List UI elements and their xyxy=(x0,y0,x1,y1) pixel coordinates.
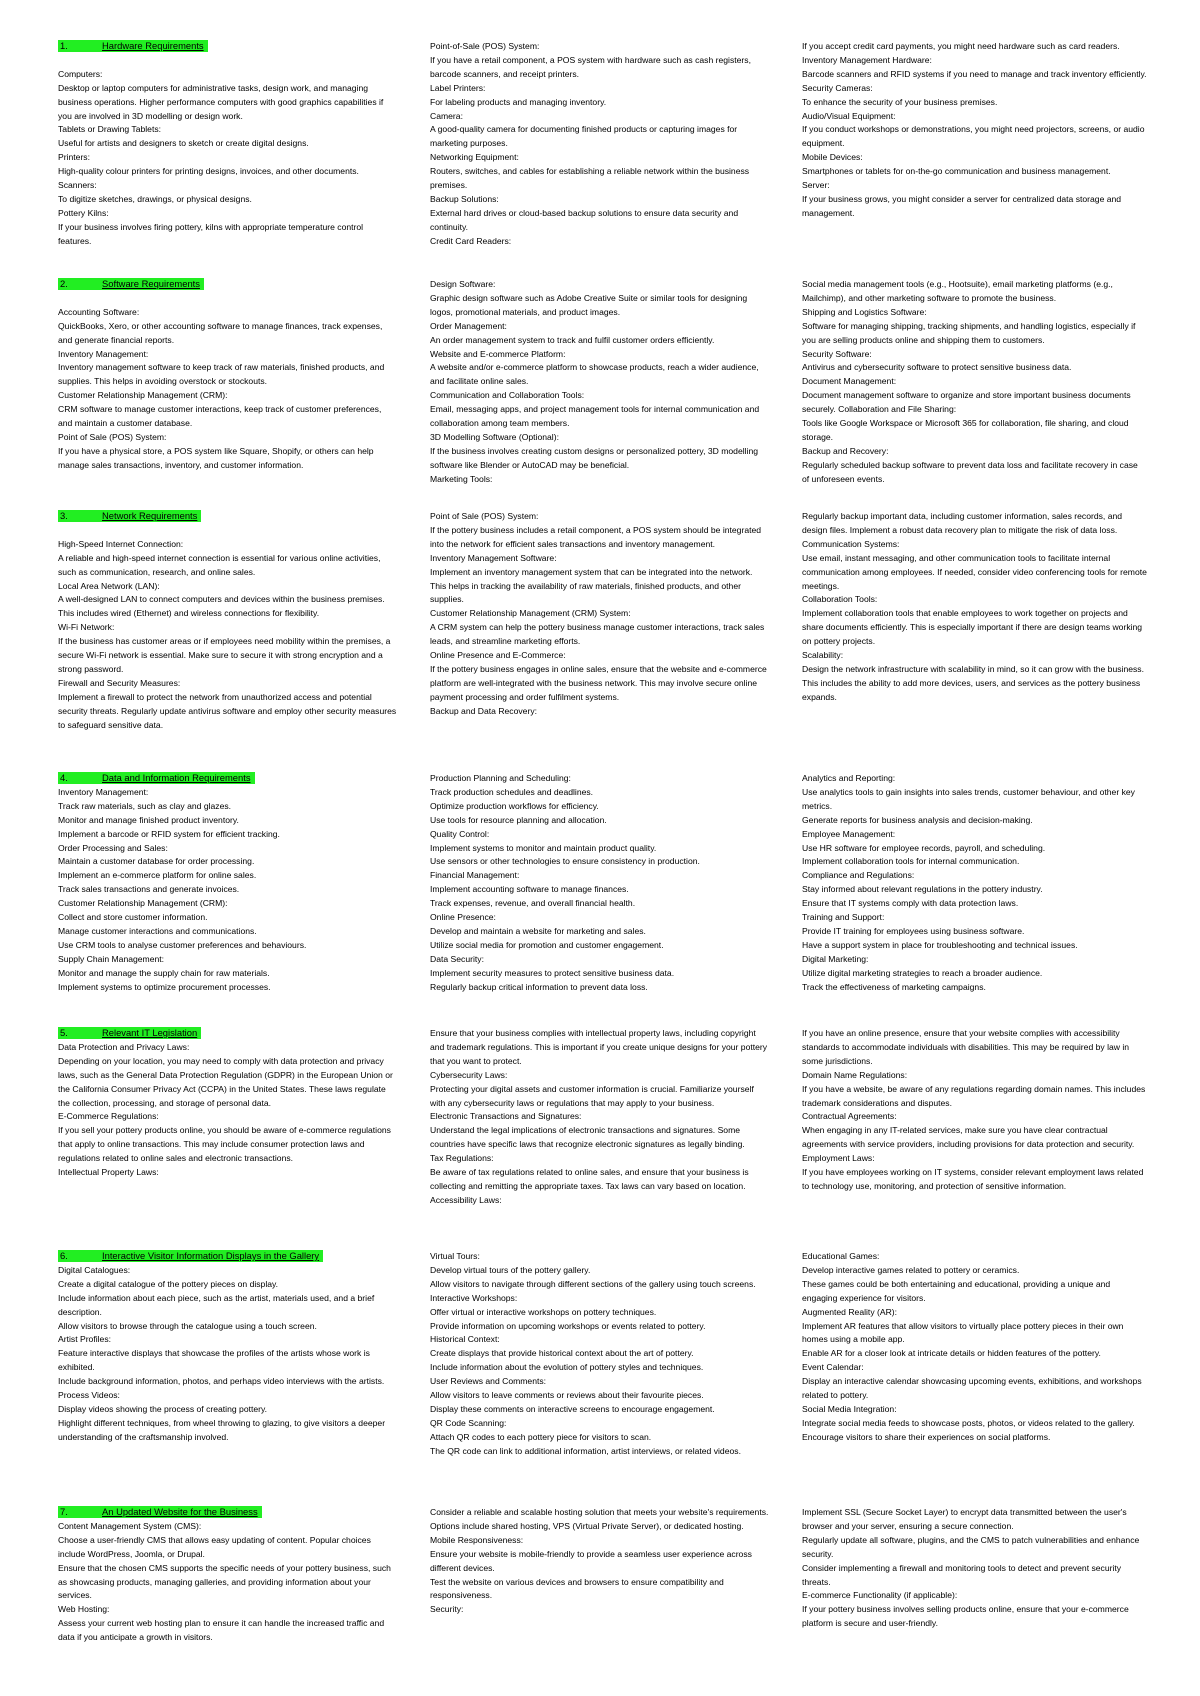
text-line: Customer Relationship Management (CRM) System: xyxy=(430,608,631,619)
text-line: Regularly backup critical information to prevent data loss. xyxy=(430,981,648,992)
text-line: Use CRM tools to analyse customer preferences and behaviours. xyxy=(58,939,307,950)
text-line: If you have a website, be aware of any regulations regarding domain names. This includes trademark considerations and disputes. xyxy=(802,1083,1146,1108)
text-line: A well-designed LAN to connect computers and devices within the business premises. This includes wired (Ethernet) and wireless connections for flexibility. xyxy=(58,594,385,619)
text-line: Be aware of tax regulations related to online sales, and ensure that your business is collecting and remitting the appropriate taxes. Tax laws can vary based on location. xyxy=(430,1167,749,1191)
text-line: Inventory Management: xyxy=(58,786,149,797)
text-line: External hard drives or cloud-based backup solutions to ensure data security and continuity. xyxy=(430,207,739,232)
text-line: These games could be both entertaining and educational, providing a unique and engaging experience for visitors. xyxy=(802,1278,1111,1303)
text-line: A website and/or e-commerce platform to showcase products, reach a wider audience, and facilitate online sales. xyxy=(430,362,759,387)
text-line: High-quality colour printers for printing designs, invoices, and other documents. xyxy=(58,166,359,177)
text-line: Wi-Fi Network: xyxy=(58,622,115,633)
text-line: Printers: xyxy=(58,152,90,163)
text-line: Inventory Management Software: xyxy=(430,552,557,563)
text-line: QR Code Scanning: xyxy=(430,1417,507,1428)
text-line: Quality Control: xyxy=(430,828,490,839)
section-title: Software Requirements xyxy=(102,278,200,289)
text-line: Process Videos: xyxy=(58,1390,120,1401)
text-line: Scanners: xyxy=(58,180,97,191)
text-line: Order Management: xyxy=(430,320,507,331)
text-line: Server: xyxy=(802,180,830,191)
text-line: Historical Context: xyxy=(430,1334,500,1345)
text-line: Utilize digital marketing strategies to reach a broader audience. xyxy=(802,967,1043,978)
text-line: Useful for artists and designers to sketch or create digital designs. xyxy=(58,138,309,149)
text-line: Provide IT training for employees using business software. xyxy=(802,925,1025,936)
text-line: Implement security measures to protect sensitive business data. xyxy=(430,967,675,978)
text-line: 3D Modelling Software (Optional): xyxy=(430,431,559,442)
text-line: Consider a reliable and scalable hosting solution that meets your website's requirements. Options include shared hosting, VPS (Virtual Private Server), or dedicated hosting. xyxy=(430,1507,769,1531)
section-number: 4. xyxy=(60,772,68,783)
text-line: Point of Sale (POS) System: xyxy=(58,431,167,442)
text-line: For labeling products and managing inventory. xyxy=(430,96,607,107)
section-number: 7. xyxy=(60,1506,68,1517)
text-line: Manage customer interactions and communications. xyxy=(58,925,257,936)
text-line: Marketing Tools: xyxy=(430,473,493,484)
text-line: Design Software: xyxy=(430,279,496,289)
text-line: Educational Games: xyxy=(802,1251,880,1261)
text-line: Networking Equipment: xyxy=(430,152,519,163)
text-line: If you have a physical store, a POS system like Square, Shopify, or others can help manage sales transactions, inventory, and customer information. xyxy=(58,445,374,470)
text-line: Ensure that the chosen CMS supports the specific needs of your pottery business, such as showcasing products, managing galleries, and providing information about your services. xyxy=(58,1562,391,1601)
text-line: Camera: xyxy=(430,110,463,121)
section-column-1 xyxy=(58,1027,398,1180)
text-line: Integrate social media feeds to showcase posts, photos, or videos related to the gallery. xyxy=(802,1417,1135,1428)
text-line: If you conduct workshops or demonstrations, you might need projectors, screens, or audio equipment. xyxy=(802,124,1145,149)
section-column-1 xyxy=(58,772,398,995)
text-line: Social media management tools (e.g., Hootsuite), email marketing platforms (e.g., Mailchimp), and other marketing software to promote the business. xyxy=(802,279,1113,303)
text-line: Develop virtual tours of the pottery gallery. xyxy=(430,1264,591,1275)
text-line: Backup and Data Recovery: xyxy=(430,705,538,716)
text-line: Monitor and manage the supply chain for raw materials. xyxy=(58,967,270,978)
text-line: Track expenses, revenue, and overall financial health. xyxy=(430,898,636,909)
text-line: Inventory Management: xyxy=(58,348,149,359)
text-line: Implement a firewall to protect the network from unauthorized access and potential security threats. Regularly update antivirus software and employ other security measures to safeguard sensitive data. xyxy=(58,691,397,730)
text-line: Ensure that your business complies with intellectual property laws, including copyright and trademark regulations. This is important if you create unique designs for your pottery that you want to protect. xyxy=(430,1028,768,1066)
section-column-3 xyxy=(802,510,1147,705)
text-line: A good-quality camera for documenting finished products or capturing images for marketing purposes. xyxy=(430,124,738,149)
text-line: Stay informed about relevant regulations in the pottery industry. xyxy=(802,884,1043,895)
text-line: Computers: xyxy=(58,68,103,79)
text-line: Domain Name Regulations: xyxy=(802,1069,908,1080)
text-line: E-commerce Functionality (if applicable): xyxy=(802,1590,958,1601)
section-column-1 xyxy=(58,1506,398,1645)
text-line: A reliable and high-speed internet connection is essential for various online activities, such as communication, research, and online sales. xyxy=(58,552,381,577)
text-line: Implement AR features that allow visitors to virtually place pottery pieces in their own homes using a mobile app. xyxy=(802,1320,1124,1345)
text-line: Employment Laws: xyxy=(802,1153,875,1164)
text-line: Track sales transactions and generate invoices. xyxy=(58,884,240,895)
text-line: If the pottery business includes a retail component, a POS system should be integrated into the network for efficient sales transactions and inventory management. xyxy=(430,524,762,549)
text-line: Digital Marketing: xyxy=(802,953,869,964)
text-line: Routers, switches, and cables for establishing a reliable network within the business premises. xyxy=(430,166,750,191)
text-line: Attach QR codes to each pottery piece for visitors to scan. xyxy=(430,1431,652,1442)
text-line: Track the effectiveness of marketing campaigns. xyxy=(802,981,986,992)
section-column-3 xyxy=(802,772,1147,995)
text-line: Utilize social media for promotion and customer engagement. xyxy=(430,939,664,950)
text-line: Antivirus and cybersecurity software to protect sensitive business data. xyxy=(802,362,1072,373)
text-line: If the business has customer areas or if employees need mobility within the premises, a secure Wi-Fi network is essential. Make sure to secure it with strong encryption and a strong password. xyxy=(58,636,391,674)
text-line: Security Software: xyxy=(802,348,872,359)
text-line: Allow visitors to navigate through different sections of the gallery using touch screens. xyxy=(430,1278,756,1289)
section-title: Relevant IT Legislation xyxy=(102,1027,198,1038)
section-column-2 xyxy=(430,510,770,719)
text-line: Track production schedules and deadlines. xyxy=(430,786,594,797)
text-line: Display videos showing the process of creating pottery. xyxy=(58,1403,268,1414)
section-column-2 xyxy=(430,1027,770,1208)
text-line: Collect and store customer information. xyxy=(58,912,208,923)
text-line: Inventory management software to keep track of raw materials, finished products, and supplies. This helps in avoiding overstock or stockouts. xyxy=(58,362,385,387)
text-line: QuickBooks, Xero, or other accounting software to manage finances, track expenses, and generate financial reports. xyxy=(58,320,383,345)
text-line: Monitor and manage finished product inventory. xyxy=(58,814,239,825)
text-line: Generate reports for business analysis and decision-making. xyxy=(802,814,1033,825)
text-line: Collaboration Tools: xyxy=(802,594,878,605)
section-column-2 xyxy=(430,1250,770,1459)
text-line: Encourage visitors to share their experiences on social platforms. xyxy=(802,1431,1051,1442)
text-line: Display these comments on interactive screens to encourage engagement. xyxy=(430,1403,715,1414)
text-line: Accessibility Laws: xyxy=(430,1194,502,1205)
text-line: Data Protection and Privacy Laws: xyxy=(58,1041,190,1052)
text-line: Label Printers: xyxy=(430,82,486,93)
section-column-3 xyxy=(802,40,1147,221)
text-line: Mobile Devices: xyxy=(802,152,863,163)
section-heading xyxy=(58,772,255,784)
text-line: Local Area Network (LAN): xyxy=(58,580,160,591)
text-line: If you have employees working on IT systems, consider relevant employment laws related to technology use, monitoring, and protection of sensitive information. xyxy=(802,1167,1144,1191)
text-line: Customer Relationship Management (CRM): xyxy=(58,390,228,401)
text-line: Implement collaboration tools that enable employees to work together on projects and share documents efficiently. This is especially important if there are design teams working on pottery projects. xyxy=(802,608,1143,647)
text-line: Depending on your location, you may need to comply with data protection and privacy laws, such as the General Data Protection Regulation (GDPR) in the European Union or the California Consumer Privacy Act (CCPA) in the United States. These laws regulate the collection, processing, and storage of personal data. xyxy=(58,1055,393,1108)
text-line: Software for managing shipping, tracking shipments, and handling logistics, especially if you are selling products online and shipping them to customers. xyxy=(802,320,1136,345)
text-line: Intellectual Property Laws: xyxy=(58,1167,159,1178)
text-line: If your pottery business involves selling products online, ensure that your e-commerce platform is secure and user-friendly. xyxy=(802,1604,1129,1629)
text-line: Implement a barcode or RFID system for efficient tracking. xyxy=(58,828,280,839)
text-line: Ensure that IT systems comply with data protection laws. xyxy=(802,898,1019,909)
text-line: Digital Catalogues: xyxy=(58,1264,131,1275)
section-column-1 xyxy=(58,1250,398,1445)
text-line: An order management system to track and fulfil customer orders efficiently. xyxy=(430,334,715,345)
text-line: Communication Systems: xyxy=(802,538,900,549)
text-line: Include information about each piece, such as the artist, materials used, and a brief description. xyxy=(58,1292,375,1317)
text-line: Communication and Collaboration Tools: xyxy=(430,390,585,401)
text-line: The QR code can link to additional information, artist interviews, or related videos. xyxy=(430,1445,741,1456)
section-heading xyxy=(58,40,208,52)
text-line: Highlight different techniques, from wheel throwing to glazing, to give visitors a deeper understanding of the craftsmanship involved. xyxy=(58,1417,386,1442)
text-line: Develop interactive games related to pottery or ceramics. xyxy=(802,1264,1020,1275)
text-line: Enable AR for a closer look at intricate details or hidden features of the pottery. xyxy=(802,1348,1101,1359)
section-column-3 xyxy=(802,1027,1147,1194)
section-title: Data and Information Requirements xyxy=(102,772,251,783)
text-line: User Reviews and Comments: xyxy=(430,1376,547,1387)
section-heading xyxy=(58,1250,323,1262)
text-line: Security: xyxy=(430,1604,464,1615)
text-line: Tools like Google Workspace or Microsoft 365 for collaboration, file sharing, and cloud storage. xyxy=(802,418,1129,442)
text-line: Document Management: xyxy=(802,376,897,387)
text-line: Track raw materials, such as clay and glazes. xyxy=(58,800,232,811)
text-line: Web Hosting: xyxy=(58,1604,110,1615)
section-column-3 xyxy=(802,1506,1147,1631)
text-line: Pottery Kilns: xyxy=(58,207,109,218)
section-column-3 xyxy=(802,278,1147,487)
text-line: If your business grows, you might consider a server for centralized data storage and management. xyxy=(802,193,1122,218)
text-line: Consider implementing a firewall and monitoring tools to detect and prevent security threats. xyxy=(802,1562,1122,1587)
text-line: Backup Solutions: xyxy=(430,193,499,204)
text-line: Display an interactive calendar showcasing upcoming events, exhibitions, and workshops related to pottery. xyxy=(802,1376,1142,1401)
text-line: Document management software to organize and store important business documents securely. Collaboration and File Sharing: xyxy=(802,390,1131,415)
text-line: Website and E-commerce Platform: xyxy=(430,348,566,359)
text-line: Allow visitors to browse through the catalogue using a touch screen. xyxy=(58,1320,317,1331)
text-line: Order Processing and Sales: xyxy=(58,842,168,853)
section-title: An Updated Website for the Business xyxy=(102,1506,258,1517)
text-line: CRM software to manage customer interactions, keep track of customer preferences, and maintain a customer database. xyxy=(58,404,382,429)
text-line: Financial Management: xyxy=(430,870,520,881)
text-line: Production Planning and Scheduling: xyxy=(430,773,571,783)
text-line: If your business involves firing pottery, kilns with appropriate temperature control features. xyxy=(58,221,364,246)
text-line: Implement collaboration tools for internal communication. xyxy=(802,856,1020,867)
text-line: If you accept credit card payments, you might need hardware such as card readers. xyxy=(802,41,1120,51)
text-line: High-Speed Internet Connection: xyxy=(58,538,184,549)
text-line: Virtual Tours: xyxy=(430,1251,480,1261)
text-line: A CRM system can help the pottery business manage customer interactions, track sales leads, and streamline marketing efforts. xyxy=(430,622,765,647)
text-line: Augmented Reality (AR): xyxy=(802,1306,898,1317)
text-line: Ensure your website is mobile-friendly to provide a seamless user experience across different devices. xyxy=(430,1548,752,1573)
text-line: Tablets or Drawing Tablets: xyxy=(58,124,162,135)
text-line: Use HR software for employee records, payroll, and scheduling. xyxy=(802,842,1046,853)
section-heading xyxy=(58,1506,262,1518)
section-number: 6. xyxy=(60,1250,68,1261)
section-column-3 xyxy=(802,1250,1147,1445)
section-column-1 xyxy=(58,510,398,732)
text-line: Inventory Management Hardware: xyxy=(802,54,932,65)
text-line: If the pottery business engages in online sales, ensure that the website and e-commerce platform are well-integrated with the business network. This may involve secure online payment processing and order fulfilment systems. xyxy=(430,663,767,702)
text-line: Implement an inventory management system that can be integrated into the network. This helps in tracking the availability of raw materials, finished products, and other supplies. xyxy=(430,566,753,605)
text-line: Cybersecurity Laws: xyxy=(430,1069,508,1080)
text-line: Implement an e-commerce platform for online sales. xyxy=(58,870,257,881)
text-line: Tax Regulations: xyxy=(430,1153,494,1164)
text-line: Security Cameras: xyxy=(802,82,873,93)
text-line: Create a digital catalogue of the pottery pieces on display. xyxy=(58,1278,279,1289)
text-line: Understand the legal implications of electronic transactions and signatures. Some countries have specific laws that recognize electronic signatures as legally binding. xyxy=(430,1125,745,1150)
text-line: E-Commerce Regulations: xyxy=(58,1111,159,1122)
text-line: Include information about the evolution of pottery styles and techniques. xyxy=(430,1362,704,1373)
text-line: Social Media Integration: xyxy=(802,1403,897,1414)
text-line: Smartphones or tablets for on-the-go communication and business management. xyxy=(802,166,1111,177)
text-line: Implement systems to optimize procurement processes. xyxy=(58,981,271,992)
text-line: Customer Relationship Management (CRM): xyxy=(58,898,228,909)
text-line: Regularly update all software, plugins, and the CMS to patch vulnerabilities and enhance security. xyxy=(802,1534,1140,1559)
section-heading xyxy=(58,510,201,522)
section-column-2 xyxy=(430,772,770,995)
text-line: Shipping and Logistics Software: xyxy=(802,306,927,317)
text-line: Online Presence and E-Commerce: xyxy=(430,650,566,661)
text-line: Content Management System (CMS): xyxy=(58,1520,202,1531)
text-line: Protecting your digital assets and customer information is crucial. Familiarize yourself with any cybersecurity laws or regulations that may apply to your business. xyxy=(430,1083,754,1108)
text-line: Use tools for resource planning and allocation. xyxy=(430,814,607,825)
text-line: Accounting Software: xyxy=(58,306,140,317)
section-number: 1. xyxy=(60,40,68,51)
text-line: Point of Sale (POS) System: xyxy=(430,511,539,521)
text-line: Email, messaging apps, and project management tools for internal communication and collaboration among team members. xyxy=(430,404,760,429)
section-heading xyxy=(58,278,204,290)
text-line: Implement systems to monitor and maintain product quality. xyxy=(430,842,657,853)
text-line: Create displays that provide historical context about the art of pottery. xyxy=(430,1348,694,1359)
text-line: Assess your current web hosting plan to ensure it can handle the increased traffic and data if you anticipate a growth in visitors. xyxy=(58,1618,385,1643)
section-column-2 xyxy=(430,278,770,487)
section-number: 5. xyxy=(60,1027,68,1038)
text-line: Compliance and Regulations: xyxy=(802,870,915,881)
text-line: If you have a retail component, a POS system with hardware such as cash registers, barcode scanners, and receipt printers. xyxy=(430,54,751,79)
section-column-1 xyxy=(58,278,398,473)
text-line: Online Presence: xyxy=(430,912,496,923)
section-number: 3. xyxy=(60,510,68,521)
text-line: Have a support system in place for troubleshooting and technical issues. xyxy=(802,939,1078,950)
section-column-2 xyxy=(430,40,770,249)
text-line: Provide information on upcoming workshops or events related to pottery. xyxy=(430,1320,706,1331)
text-line: If the business involves creating custom designs or personalized pottery, 3D modelling software like Blender or AutoCAD may be beneficial. xyxy=(430,445,759,470)
text-line: Scalability: xyxy=(802,650,844,661)
section-heading xyxy=(58,1027,201,1039)
text-line: Use email, instant messaging, and other communication tools to facilitate internal communication among employees. If needed, consider video conferencing tools for remote meetings. xyxy=(802,552,1147,591)
text-line: Allow visitors to leave comments or reviews about their favourite pieces. xyxy=(430,1390,704,1401)
text-line: Use sensors or other technologies to ensure consistency in production. xyxy=(430,856,700,867)
text-line: Interactive Workshops: xyxy=(430,1292,518,1303)
text-line: Choose a user-friendly CMS that allows easy updating of content. Popular choices include WordPress, Joomla, or Drupal. xyxy=(58,1534,371,1559)
text-line: To enhance the security of your business premises. xyxy=(802,96,998,107)
text-line: Include background information, photos, and perhaps video interviews with the artists. xyxy=(58,1376,385,1387)
text-line: Develop and maintain a website for marketing and sales. xyxy=(430,925,646,936)
text-line: Contractual Agreements: xyxy=(802,1111,897,1122)
text-line: Backup and Recovery: xyxy=(802,445,889,456)
text-line: Employee Management: xyxy=(802,828,896,839)
text-line: Supply Chain Management: xyxy=(58,953,165,964)
text-line: Implement accounting software to manage finances. xyxy=(430,884,629,895)
section-column-1 xyxy=(58,40,398,249)
text-line: Credit Card Readers: xyxy=(430,235,512,246)
text-line: Maintain a customer database for order processing. xyxy=(58,856,255,867)
text-line: Desktop or laptop computers for administrative tasks, design work, and managing business operations. Higher performance computers with good graphics capabilities if you are involved in 3D modelling or design work. xyxy=(58,82,384,121)
text-line: Graphic design software such as Adobe Creative Suite or similar tools for designing logos, promotional materials, and product images. xyxy=(430,292,748,317)
section-column-2 xyxy=(430,1506,770,1617)
text-line: Implement SSL (Secure Socket Layer) to encrypt data transmitted between the user's browser and your server, ensuring a secure connection. xyxy=(802,1507,1127,1531)
text-line: When engaging in any IT-related services, make sure you have clear contractual agreements with service providers, including provisions for data protection and security. xyxy=(802,1125,1135,1150)
text-line: Barcode scanners and RFID systems if you need to manage and track inventory efficiently. xyxy=(802,68,1147,79)
text-line: Firewall and Security Measures: xyxy=(58,677,181,688)
text-line: Offer virtual or interactive workshops on pottery techniques. xyxy=(430,1306,657,1317)
text-line: Point-of-Sale (POS) System: xyxy=(430,41,540,51)
text-line: Regularly scheduled backup software to prevent data loss and facilitate recovery in case of unforeseen events. xyxy=(802,459,1138,484)
text-line: Optimize production workflows for efficiency. xyxy=(430,800,599,811)
section-title: Network Requirements xyxy=(102,510,198,521)
text-line: Regularly backup important data, including customer information, sales records, and design files. Implement a robust data recovery plan to mitigate the risk of data loss. xyxy=(802,511,1123,535)
text-line: Electronic Transactions and Signatures: xyxy=(430,1111,582,1122)
text-line: Event Calendar: xyxy=(802,1362,864,1373)
text-line: Design the network infrastructure with scalability in mind, so it can grow with the business. This includes the ability to add more devices, users, and services as the pottery business expands. xyxy=(802,663,1144,702)
text-line: Audio/Visual Equipment: xyxy=(802,110,896,121)
section-title: Hardware Requirements xyxy=(102,40,204,51)
text-line: Artist Profiles: xyxy=(58,1334,112,1345)
text-line: Data Security: xyxy=(430,953,484,964)
text-line: Use analytics tools to gain insights into sales trends, customer behaviour, and other key metrics. xyxy=(802,786,1135,811)
text-line: Training and Support: xyxy=(802,912,885,923)
section-number: 2. xyxy=(60,278,68,289)
text-line: Analytics and Reporting: xyxy=(802,773,896,783)
section-title: Interactive Visitor Information Displays in the Gallery xyxy=(102,1250,320,1261)
text-line: Feature interactive displays that showcase the profiles of the artists whose work is exhibited. xyxy=(58,1348,370,1373)
text-line: To digitize sketches, drawings, or physical designs. xyxy=(58,193,252,204)
text-line: If you sell your pottery products online, you should be aware of e-commerce regulations that apply to online transactions. This may include consumer protection laws and regulations related to online sales and electronic transactions. xyxy=(58,1125,391,1164)
text-line: If you have an online presence, ensure that your website complies with accessibility standards to accommodate individuals with disabilities. This may be required by law in some jurisdictions. xyxy=(802,1028,1130,1066)
text-line: Mobile Responsiveness: xyxy=(430,1534,524,1545)
text-line: Test the website on various devices and browsers to ensure compatibility and responsiveness. xyxy=(430,1576,724,1601)
